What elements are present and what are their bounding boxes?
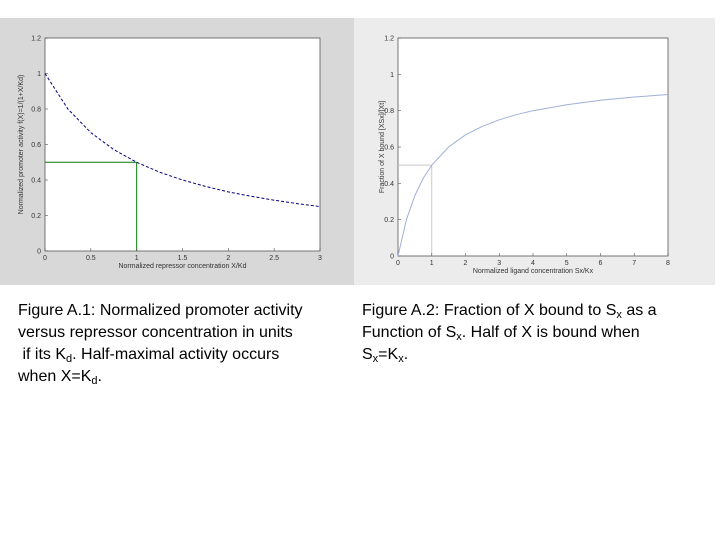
plot-area (45, 38, 320, 251)
x-tick-label: 0.5 (85, 255, 96, 262)
y-tick-label: 0.2 (384, 217, 394, 225)
caption-line: Function of $S_x$. Half of X is bound when (362, 324, 640, 343)
x-tick-label: 6 (598, 260, 603, 267)
x-axis-label: Normalized repressor concentration X/Kd (118, 263, 247, 270)
caption-line: Figure A.1: Normalized promoter activity (18, 302, 303, 319)
y-tick-label: 1.2 (31, 35, 41, 43)
x-tick-label: 3 (497, 260, 502, 267)
y-tick-label: 1.2 (384, 35, 394, 43)
caption-line: $S_x=K_x$. (362, 346, 409, 365)
y-axis-label: Fraction of X bound [XSx]/[Xt] (379, 100, 386, 194)
y-axis-label: Normalized promoter activity f(X)=1/(1+X/Kd) (18, 74, 25, 215)
x-tick-label: 1 (134, 255, 139, 262)
x-tick-label: 1 (429, 260, 434, 267)
y-tick-label: 0.6 (384, 144, 394, 152)
x-tick-label: 0 (43, 255, 47, 262)
x-tick-label: 2 (226, 255, 231, 262)
y-tick-label: 0 (37, 248, 41, 256)
y-tick-label: 1 (390, 71, 394, 79)
y-tick-label: 0.6 (31, 142, 41, 149)
y-tick-label: 0.8 (31, 106, 41, 114)
figure-a2-panel (354, 18, 715, 285)
plot-area (398, 38, 668, 256)
x-tick-label: 8 (666, 260, 670, 267)
caption-line: versus repressor concentration in units (18, 324, 293, 341)
y-tick-label: 0.4 (384, 180, 394, 188)
caption-line: if its $K_d$. Half-maximal activity occurs (18, 346, 280, 365)
y-tick-label: 0.2 (31, 213, 41, 220)
figure-a1-panel (0, 18, 354, 285)
x-tick-label: 0 (396, 260, 400, 267)
x-tick-label: 4 (531, 260, 535, 267)
x-tick-label: 7 (632, 260, 637, 267)
x-tick-label: 5 (564, 260, 569, 267)
x-tick-label: 2.5 (269, 255, 280, 262)
x-tick-label: 3 (318, 255, 322, 262)
x-tick-label: 1.5 (177, 255, 188, 262)
y-tick-label: 0.4 (31, 177, 41, 185)
x-axis-label: Normalized ligand concentration Sx/Kx (472, 268, 594, 275)
y-tick-label: 0 (390, 253, 394, 261)
y-tick-label: 0.8 (384, 108, 394, 116)
figure-a2-caption (362, 300, 707, 366)
figure-a1-caption (18, 300, 353, 388)
figure-a2-chart (354, 18, 715, 285)
caption-line: when $X=K_d$. (18, 368, 102, 387)
x-tick-label: 2 (463, 260, 468, 267)
figure-a1-chart (0, 18, 354, 285)
y-tick-label: 1 (37, 71, 41, 78)
caption-line: Figure A.2: Fraction of X bound to $S_x$ as a (362, 302, 657, 321)
